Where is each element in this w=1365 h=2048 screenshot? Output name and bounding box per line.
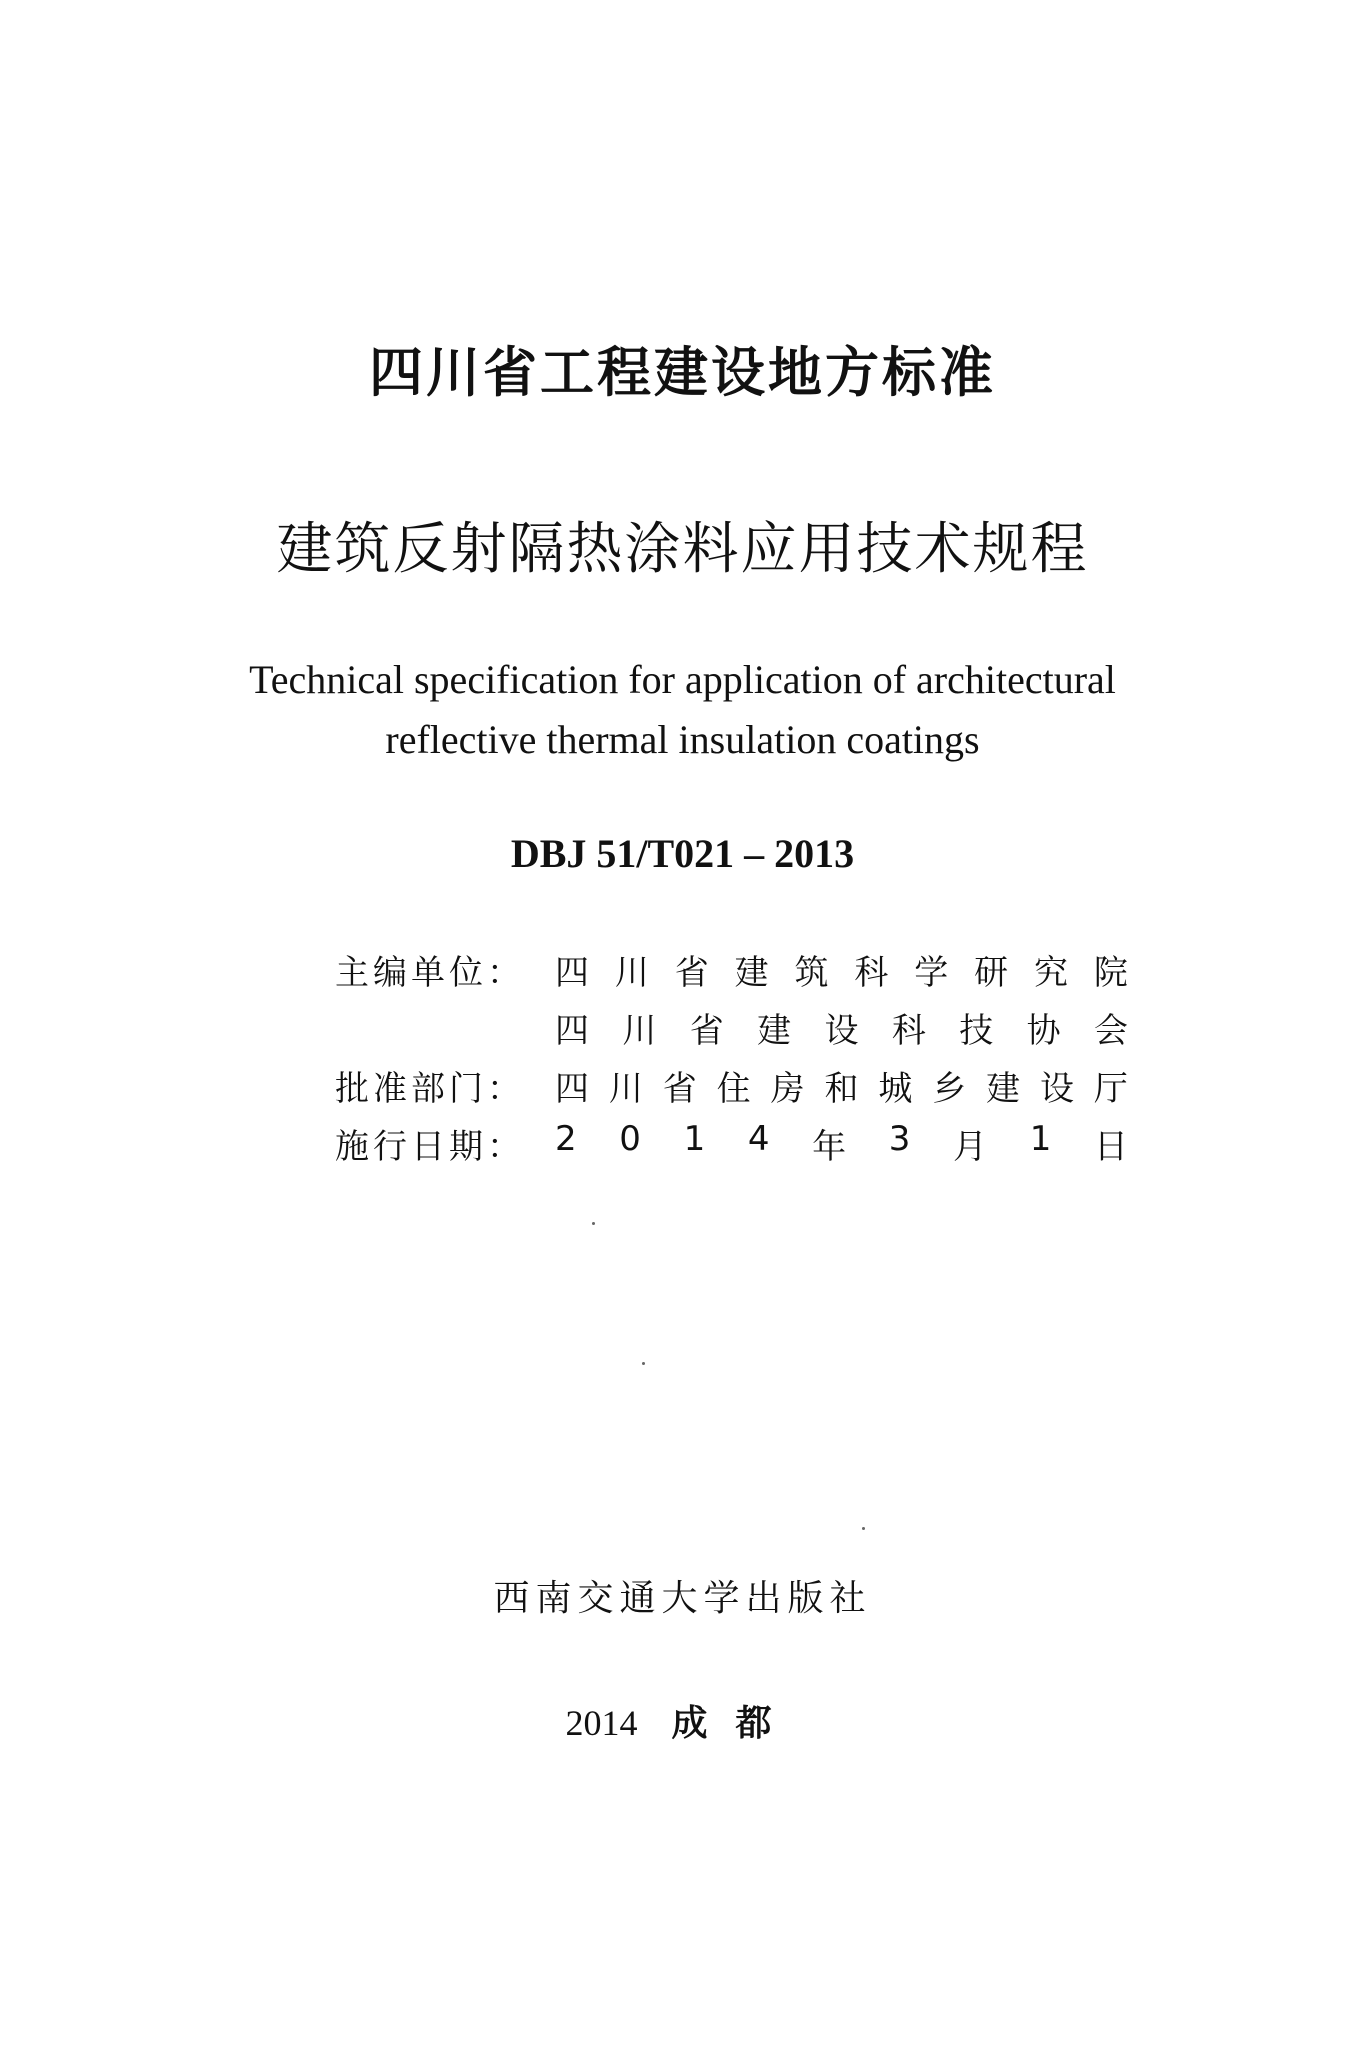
publisher: 西南交通大学出版社 [493, 1578, 872, 1619]
english-title-line-1: Technical specification for application of architectural [249, 657, 1116, 702]
effective-label: 施行日期： [335, 1126, 525, 1167]
scan-speck [592, 1222, 595, 1225]
imprint [0, 1695, 1365, 1746]
english-title [0, 650, 1365, 770]
editor-row-2 [335, 998, 1135, 1056]
effective-date: 2 0 1 4 年 3 月 1 日 [555, 1118, 1130, 1167]
chinese-title: 建筑反射隔热涂料应用技术规程 [276, 517, 1089, 582]
series-title: 四川省工程建设地方标准 [369, 341, 996, 404]
imprint-year: 2014 [565, 1703, 638, 1743]
imprint-city: 成都 [671, 1703, 800, 1744]
metadata-block [335, 940, 1135, 1172]
editor-2: 四 川 省 建 设 科 技 协 会 [555, 1010, 1130, 1051]
editor-label: 主编单位： [335, 952, 525, 993]
editor-1: 四 川 省 建 筑 科 学 研 究 院 [555, 952, 1130, 993]
effective-row [335, 1114, 1135, 1172]
editor-row [335, 940, 1135, 998]
approver-row [335, 1056, 1135, 1114]
approver-label: 批准部门： [335, 1068, 525, 1109]
scan-speck [642, 1362, 645, 1365]
standard-code: DBJ 51/T021 – 2013 [510, 831, 855, 876]
scan-speck [862, 1527, 865, 1530]
english-title-line-2: reflective thermal insulation coatings [385, 717, 980, 762]
approver: 四 川 省 住 房 和 城 乡 建 设 厅 [555, 1068, 1130, 1109]
